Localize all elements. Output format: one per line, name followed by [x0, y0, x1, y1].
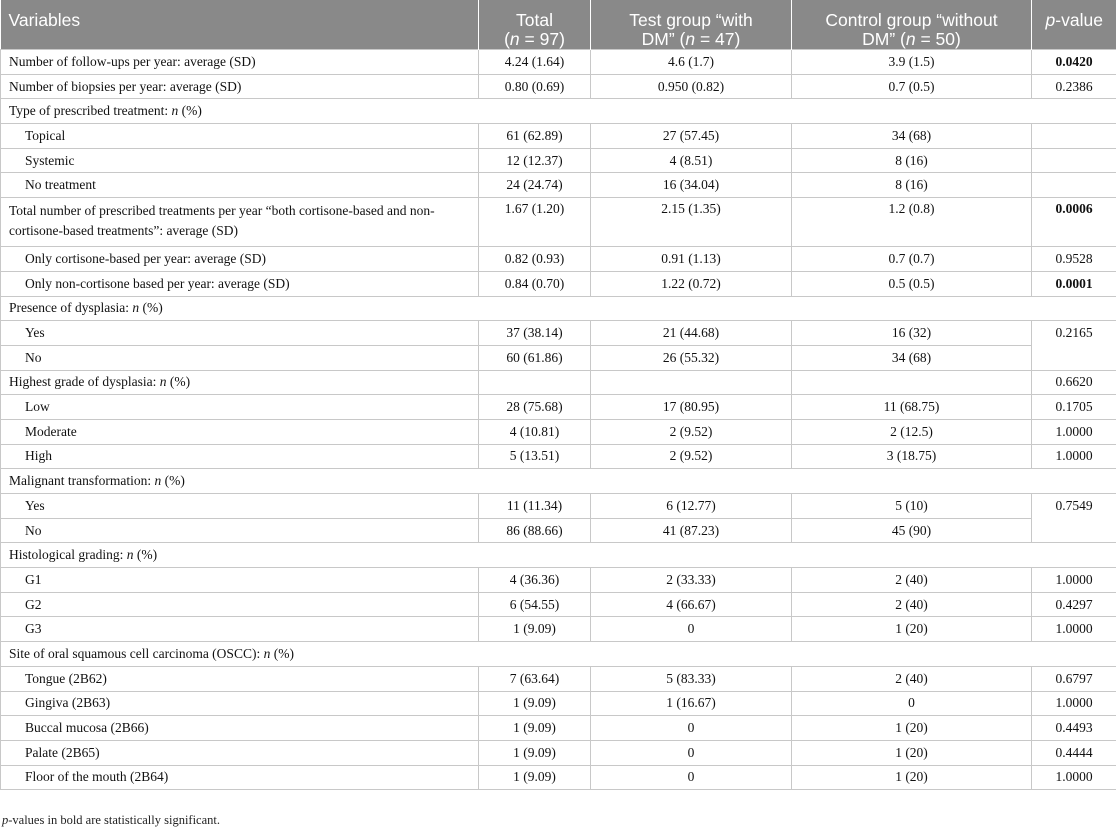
- cell-test: 26 (55.32): [591, 345, 792, 370]
- cell-p-value: 0.1705: [1032, 395, 1116, 420]
- cell-p-value: 1.0000: [1032, 765, 1116, 790]
- table-row: [1, 740, 1116, 765]
- cell-test: 0: [591, 740, 792, 765]
- cell-control: 1 (20): [792, 740, 1032, 765]
- table-row: [1, 50, 1116, 75]
- cell-test: 5 (83.33): [591, 666, 792, 691]
- cell-test: 1 (16.67): [591, 691, 792, 716]
- cell-test: 4.6 (1.7): [591, 50, 792, 75]
- cell-total: 37 (38.14): [479, 321, 591, 346]
- cell-test: 21 (44.68): [591, 321, 792, 346]
- cell-p-value: 0.2165: [1032, 321, 1116, 370]
- row-label: High: [1, 444, 479, 469]
- cell-control: 3.9 (1.5): [792, 50, 1032, 75]
- cell-control: 1.2 (0.8): [792, 198, 1032, 247]
- cell-total: 28 (75.68): [479, 395, 591, 420]
- cell-test: 27 (57.45): [591, 124, 792, 149]
- section-label: Malignant transformation: n (%): [1, 469, 1116, 494]
- table-row: [1, 419, 1116, 444]
- cell-total: 86 (88.66): [479, 518, 591, 543]
- cell-test: 0: [591, 765, 792, 790]
- cell-total: 1 (9.09): [479, 716, 591, 741]
- cell-control: 45 (90): [792, 518, 1032, 543]
- section-row: [1, 642, 1116, 667]
- cell-total: 7 (63.64): [479, 666, 591, 691]
- table-row: [1, 247, 1116, 272]
- header-p-value: p-value: [1032, 0, 1116, 50]
- row-label: Yes: [1, 321, 479, 346]
- cell-control: 16 (32): [792, 321, 1032, 346]
- cell-p-value: 1.0000: [1032, 419, 1116, 444]
- cell-control: 0.5 (0.5): [792, 271, 1032, 296]
- cell-test: 41 (87.23): [591, 518, 792, 543]
- cell-test: 4 (8.51): [591, 148, 792, 173]
- row-label: Palate (2B65): [1, 740, 479, 765]
- cell-p-value: 1.0000: [1032, 617, 1116, 642]
- cell-total: 4.24 (1.64): [479, 50, 591, 75]
- cell-test: 6 (12.77): [591, 494, 792, 519]
- section-label: Histological grading: n (%): [1, 543, 1116, 568]
- table-row: [1, 716, 1116, 741]
- cell-p-value: 0.0006: [1032, 198, 1116, 247]
- row-label: Moderate: [1, 419, 479, 444]
- table-row: [1, 691, 1116, 716]
- cell-p-value: 0.4444: [1032, 740, 1116, 765]
- cell-test: 2 (33.33): [591, 568, 792, 593]
- section-row: [1, 543, 1116, 568]
- row-label: Low: [1, 395, 479, 420]
- table-row: [1, 666, 1116, 691]
- cell-total: [479, 370, 591, 395]
- cell-p-value: 0.6797: [1032, 666, 1116, 691]
- cell-p-value: 0.2386: [1032, 74, 1116, 99]
- cell-test: 1.22 (0.72): [591, 271, 792, 296]
- table-row: [1, 568, 1116, 593]
- section-label: Presence of dysplasia: n (%): [1, 296, 1116, 321]
- cell-p-value: 0.0420: [1032, 50, 1116, 75]
- cell-total: 4 (10.81): [479, 419, 591, 444]
- cell-p-value: 0.6620: [1032, 370, 1116, 395]
- header-variables: Variables: [1, 0, 479, 50]
- cell-test: 0: [591, 617, 792, 642]
- row-label: No treatment: [1, 173, 479, 198]
- cell-total: 24 (24.74): [479, 173, 591, 198]
- table-row: [1, 321, 1116, 346]
- row-label: G1: [1, 568, 479, 593]
- cell-control: 34 (68): [792, 124, 1032, 149]
- cell-total: 4 (36.36): [479, 568, 591, 593]
- section-row: [1, 469, 1116, 494]
- cell-total: 0.80 (0.69): [479, 74, 591, 99]
- cell-p-value: [1032, 148, 1116, 173]
- header-test-group: Test group “with DM” (n = 47): [591, 0, 792, 50]
- table-row: [1, 765, 1116, 790]
- cell-p-value: 0.4493: [1032, 716, 1116, 741]
- cell-test: 16 (34.04): [591, 173, 792, 198]
- table-row: [1, 395, 1116, 420]
- cell-p-value: [1032, 173, 1116, 198]
- cell-p-value: 1.0000: [1032, 568, 1116, 593]
- cell-control: 0: [792, 691, 1032, 716]
- cell-total: 1 (9.09): [479, 691, 591, 716]
- cell-test: [591, 370, 792, 395]
- row-label: Systemic: [1, 148, 479, 173]
- table-row: [1, 271, 1116, 296]
- cell-p-value: 0.4297: [1032, 592, 1116, 617]
- cell-control: 2 (12.5): [792, 419, 1032, 444]
- cell-control: 34 (68): [792, 345, 1032, 370]
- cell-p-value: 0.9528: [1032, 247, 1116, 272]
- row-label: G3: [1, 617, 479, 642]
- cell-test: 0: [591, 716, 792, 741]
- table-row: [1, 345, 1116, 370]
- row-label: Only cortisone-based per year: average (SD): [1, 247, 479, 272]
- row-label: Yes: [1, 494, 479, 519]
- cell-control: 1 (20): [792, 716, 1032, 741]
- table-row: [1, 370, 1116, 395]
- row-label: Highest grade of dysplasia: n (%): [1, 370, 479, 395]
- row-label: Buccal mucosa (2B66): [1, 716, 479, 741]
- table-row: [1, 124, 1116, 149]
- cell-p-value: 0.7549: [1032, 494, 1116, 543]
- header-total: Total (n = 97): [479, 0, 591, 50]
- row-label: Only non-cortisone based per year: average (SD): [1, 271, 479, 296]
- table-row: [1, 74, 1116, 99]
- cell-total: 1.67 (1.20): [479, 198, 591, 247]
- cell-total: 5 (13.51): [479, 444, 591, 469]
- cell-p-value: 1.0000: [1032, 444, 1116, 469]
- cell-p-value: 1.0000: [1032, 691, 1116, 716]
- table-row: [1, 494, 1116, 519]
- table-row: [1, 518, 1116, 543]
- cell-test: 17 (80.95): [591, 395, 792, 420]
- cell-control: 0.7 (0.7): [792, 247, 1032, 272]
- cell-control: 3 (18.75): [792, 444, 1032, 469]
- cell-total: 61 (62.89): [479, 124, 591, 149]
- cell-test: 2.15 (1.35): [591, 198, 792, 247]
- cell-test: 2 (9.52): [591, 444, 792, 469]
- section-row: [1, 99, 1116, 124]
- cell-total: 60 (61.86): [479, 345, 591, 370]
- cell-total: 1 (9.09): [479, 617, 591, 642]
- cell-test: 4 (66.67): [591, 592, 792, 617]
- table-row: [1, 444, 1116, 469]
- header-control-group: Control group “without DM” (n = 50): [792, 0, 1032, 50]
- section-row: [1, 296, 1116, 321]
- row-label: Total number of prescribed treatments per year “both cortisone-based and non-cortisone-based treatments”: average (SD): [1, 198, 479, 247]
- cell-control: 0.7 (0.5): [792, 74, 1032, 99]
- row-label: No: [1, 345, 479, 370]
- row-label: Number of follow-ups per year: average (SD): [1, 50, 479, 75]
- cell-control: 2 (40): [792, 666, 1032, 691]
- cell-control: 1 (20): [792, 617, 1032, 642]
- row-label: Gingiva (2B63): [1, 691, 479, 716]
- cell-control: 2 (40): [792, 592, 1032, 617]
- table-row: [1, 592, 1116, 617]
- cell-total: 11 (11.34): [479, 494, 591, 519]
- row-label: Number of biopsies per year: average (SD): [1, 74, 479, 99]
- cell-p-value: 0.0001: [1032, 271, 1116, 296]
- table-row: [1, 198, 1116, 247]
- section-label: Type of prescribed treatment: n (%): [1, 99, 1116, 124]
- cell-total: 12 (12.37): [479, 148, 591, 173]
- row-label: G2: [1, 592, 479, 617]
- cell-total: 1 (9.09): [479, 740, 591, 765]
- cell-control: 5 (10): [792, 494, 1032, 519]
- cell-control: 2 (40): [792, 568, 1032, 593]
- cell-total: 0.82 (0.93): [479, 247, 591, 272]
- cell-control: 11 (68.75): [792, 395, 1032, 420]
- row-label: Topical: [1, 124, 479, 149]
- cell-test: 2 (9.52): [591, 419, 792, 444]
- header-row: [1, 0, 1116, 50]
- row-label: Tongue (2B62): [1, 666, 479, 691]
- section-label: Site of oral squamous cell carcinoma (OSCC): n (%): [1, 642, 1116, 667]
- table-row: [1, 173, 1116, 198]
- cell-total: 1 (9.09): [479, 765, 591, 790]
- cell-total: 6 (54.55): [479, 592, 591, 617]
- footnote: p-values in bold are statistically significant.: [2, 813, 220, 827]
- row-label: Floor of the mouth (2B64): [1, 765, 479, 790]
- cell-p-value: [1032, 124, 1116, 149]
- row-label: No: [1, 518, 479, 543]
- cell-total: 0.84 (0.70): [479, 271, 591, 296]
- cell-control: 8 (16): [792, 173, 1032, 198]
- cell-test: 0.950 (0.82): [591, 74, 792, 99]
- cell-control: 8 (16): [792, 148, 1032, 173]
- cell-test: 0.91 (1.13): [591, 247, 792, 272]
- cell-control: [792, 370, 1032, 395]
- cell-control: 1 (20): [792, 765, 1032, 790]
- table-row: [1, 617, 1116, 642]
- table-row: [1, 148, 1116, 173]
